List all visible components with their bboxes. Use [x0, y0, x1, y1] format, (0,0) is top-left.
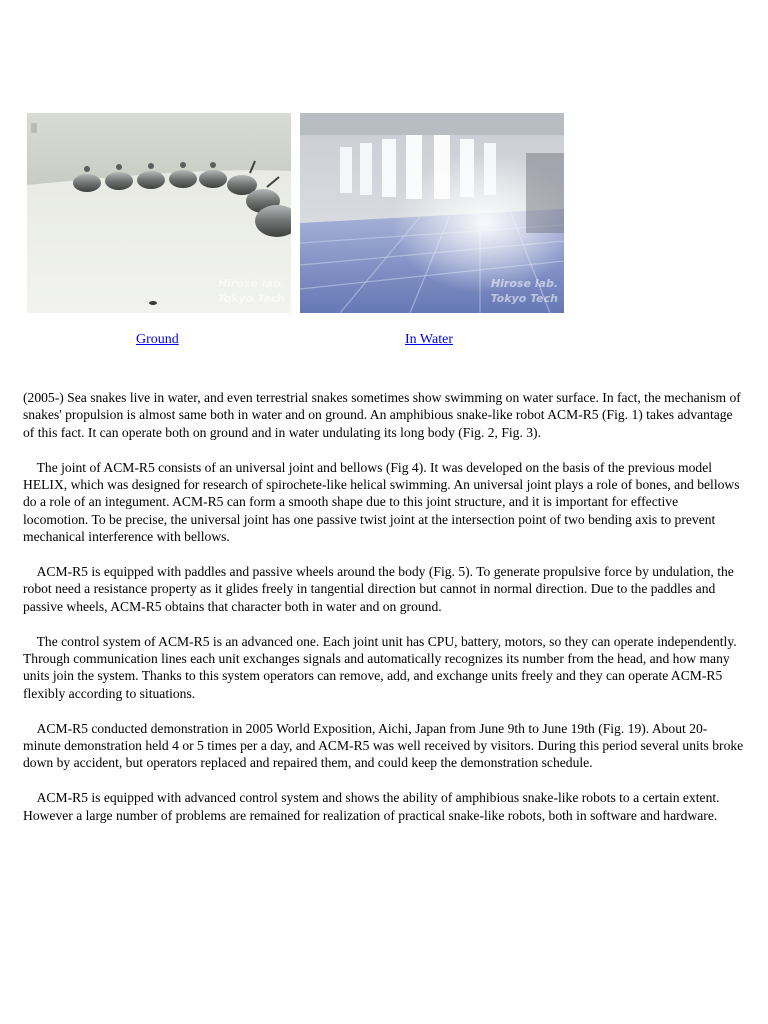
ground-video-link[interactable]: Ground — [136, 332, 179, 347]
ground-scene-image — [27, 113, 291, 313]
conclusion-paragraph: ACM-R5 is equipped with advanced control system and shows the ability of amphibious snake-like robots to a certain extent. However a large number of problems are remained for realization of practical snake-like robots, both in software and hardware. — [23, 790, 720, 823]
in-water-video-link[interactable]: In Water — [405, 332, 453, 347]
control-system-paragraph: The control system of ACM-R5 is an advanced one. Each joint unit has CPU, battery, motors, so they can operate independently. Through communication lines each unit exchanges signals and automatically recognizes its number from the head, and how many units join the system. Thanks to this system operators can remove, add, and exchange units freely and they can operate ACM-R5 flexibly according to situations. — [23, 633, 737, 701]
joint-structure-paragraph: The joint of ACM-R5 consists of an universal joint and bellows (Fig 4). It was developed on the basis of the previous model HELIX, which was designed for research of spirochete-like helical swimming. An universal joint plays a role of bones, and bellows do a role of an integument. ACM-R5 can form a smooth shape due to this joint structure, and it is important for effective locomotion. To be precise, the universal joint has one passive twist joint at the intersection point of two bending axis to prevent mechanical interference with bellows. — [23, 459, 740, 545]
paddles-wheels-paragraph: ACM-R5 is equipped with paddles and passive wheels around the body (Fig. 5). To generate propulsive force by undulation, the robot need a resistance property as it glides freely in tangential direction but cannot in normal direction. Due to the paddles and passive wheels, ACM-R5 obtains that character both in water and on ground. — [23, 564, 734, 614]
ground-video-thumbnail[interactable] — [27, 113, 291, 313]
intro-paragraph: (2005-) Sea snakes live in water, and even terrestrial snakes sometimes show swimming on water surface. In fact, the mechanism of snakes' propulsion is almost same both in water and on ground. An amphibious snake-like robot ACM-R5 (Fig. 1) takes advantage of this fact. It can operate both on ground and in water undulating its long body (Fig. 2, Fig. 3). — [23, 390, 741, 440]
water-scene-image — [300, 113, 564, 313]
watermark-line-2: Tokyo Tech — [217, 292, 285, 305]
water-video-thumbnail[interactable] — [300, 113, 564, 313]
article-body — [23, 389, 745, 841]
video-thumbnails — [27, 113, 567, 313]
watermark-line-1: Hirose lab. — [217, 277, 285, 290]
expo-demonstration-paragraph: ACM-R5 conducted demonstration in 2005 World Exposition, Aichi, Japan from June 9th to June 19th (Fig. 19). About 20-minute demonstration held 4 or 5 times per a day, and ACM-R5 was well received by visitors. During this period several units broke down by accident, but operators replaced and repaired them, and could keep the demonstration schedule. — [23, 720, 744, 771]
watermark-line-2: Tokyo Tech — [490, 292, 558, 305]
watermark-line-1: Hirose lab. — [490, 277, 558, 290]
